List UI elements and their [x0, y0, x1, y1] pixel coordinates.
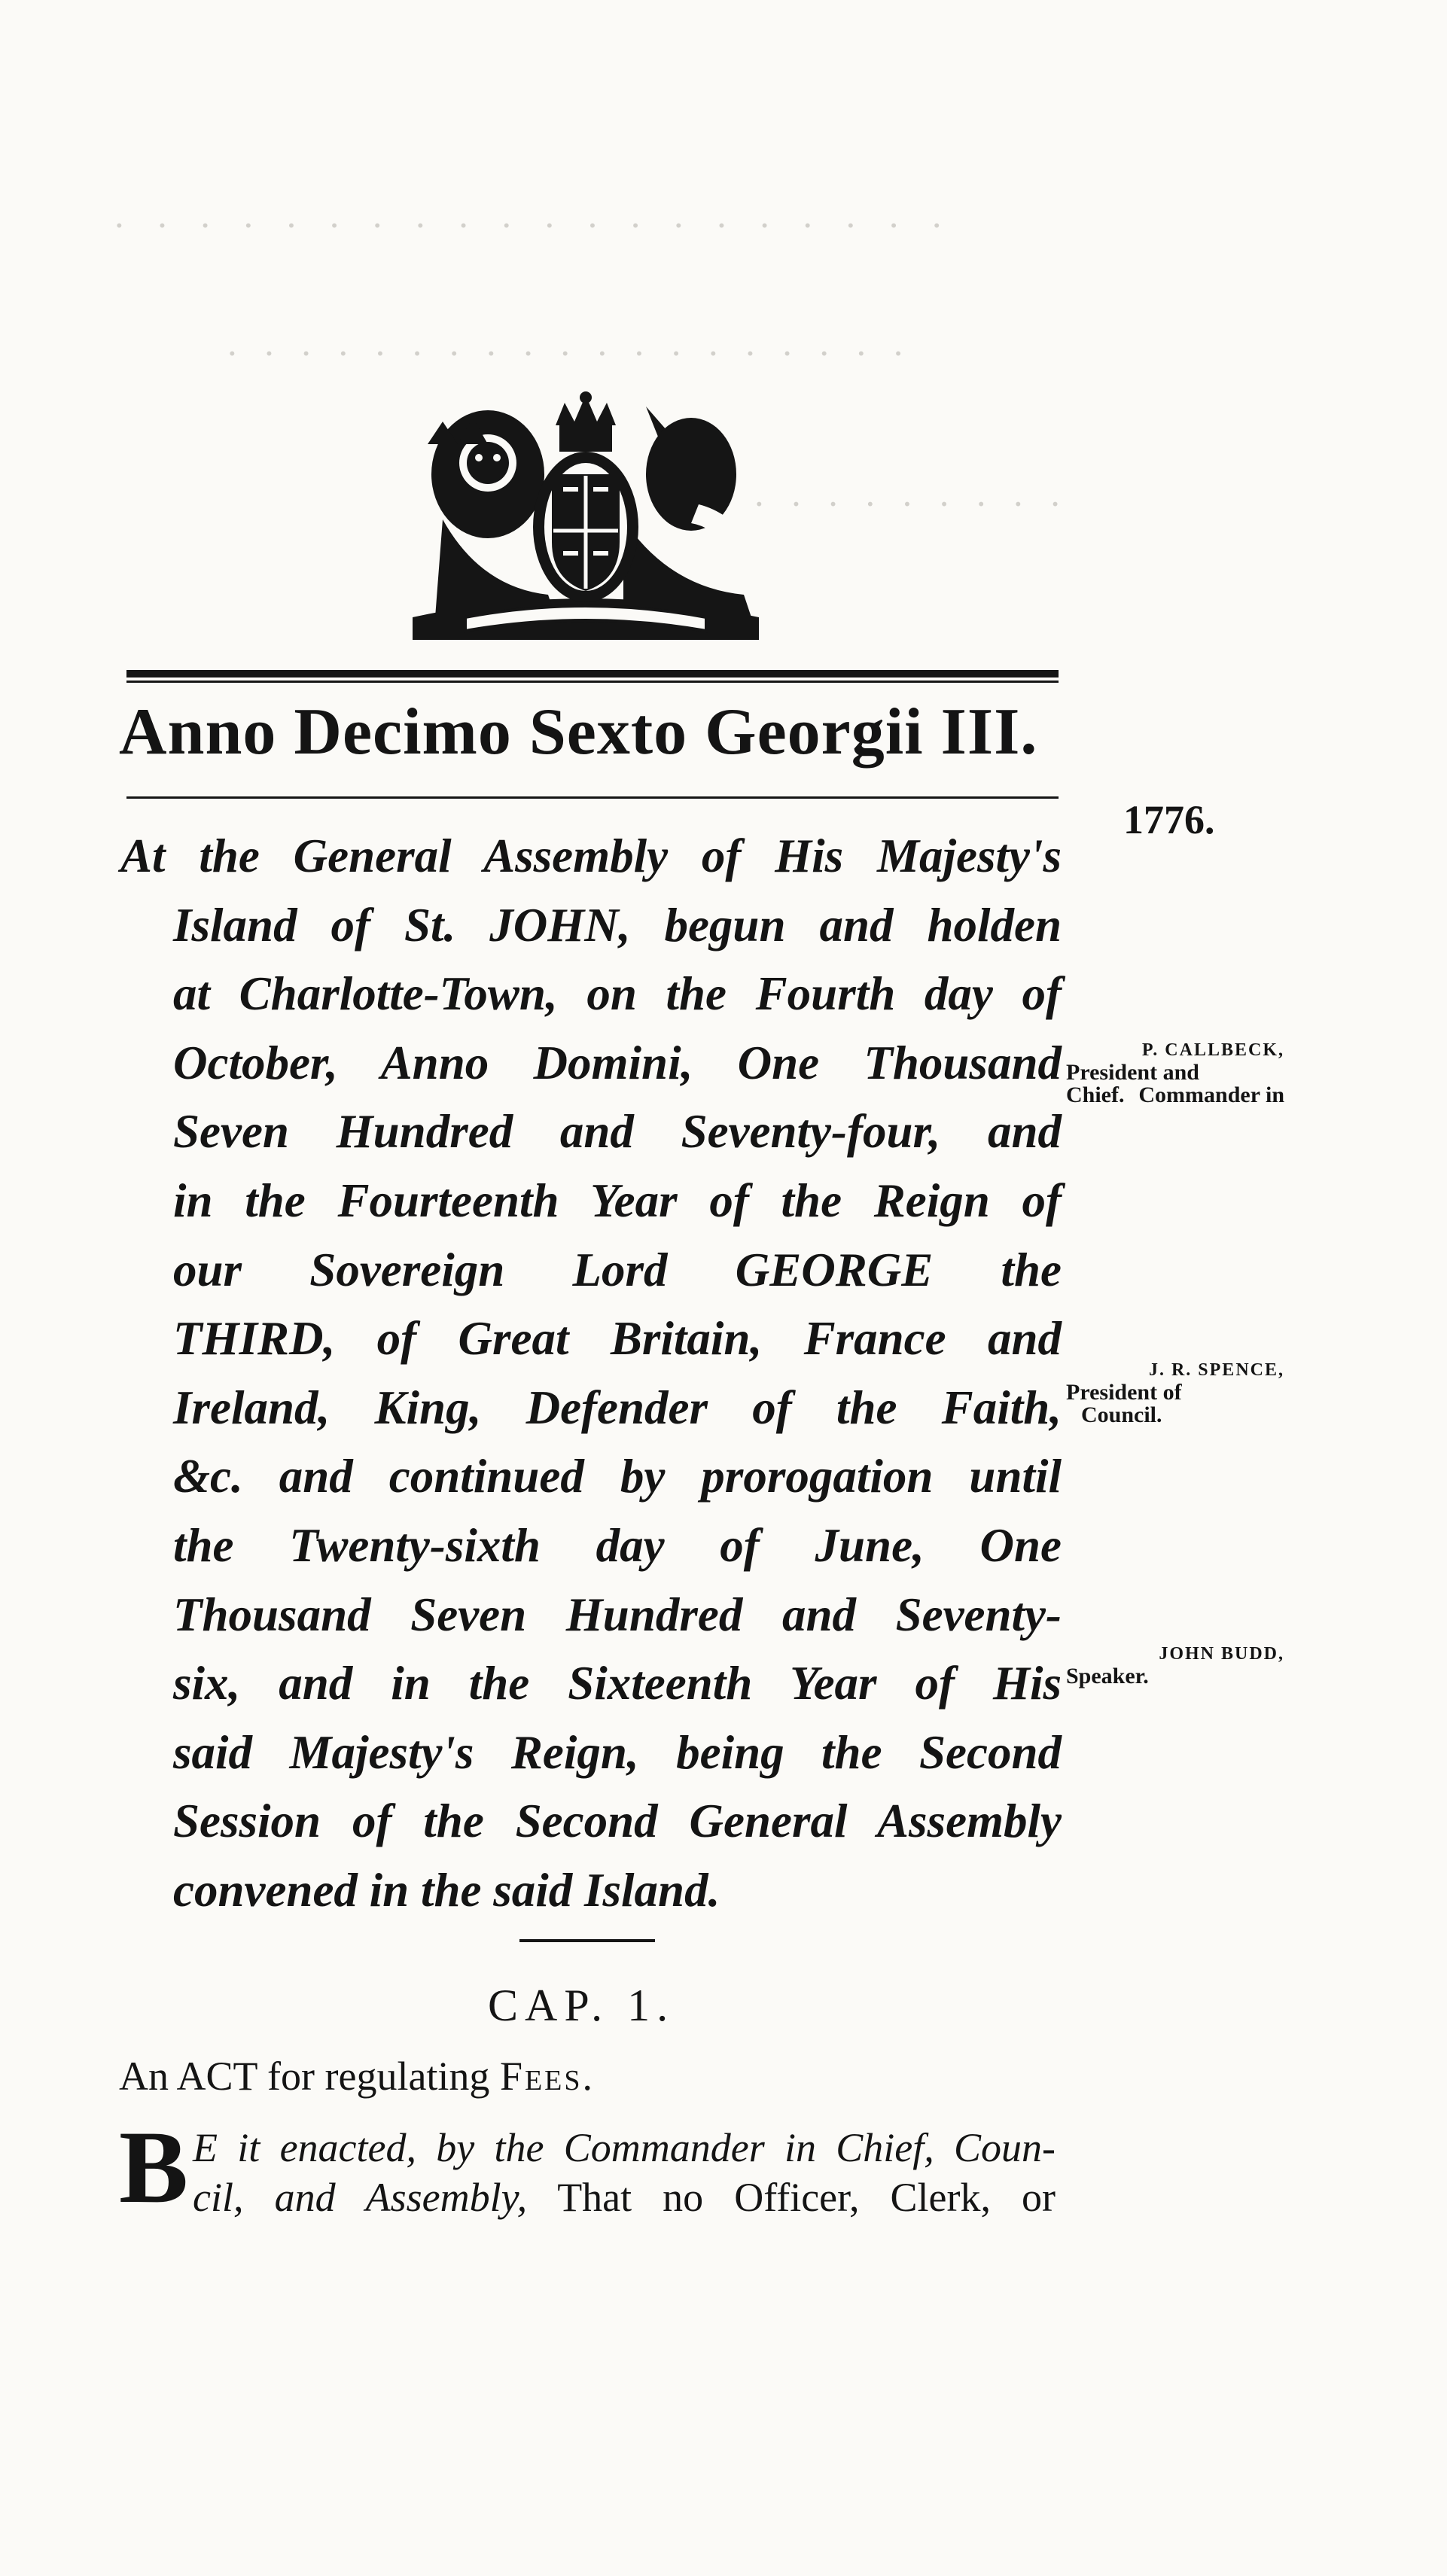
- preamble-line: Island of St. JOHN, begun and holden: [173, 898, 1062, 952]
- preamble-line: Session of the Second General Assembly: [173, 1795, 1062, 1848]
- preamble-line: &c. and continued by prorogation until: [173, 1450, 1062, 1503]
- page-title: Anno Decimo Sexto Georgii III.: [119, 696, 1038, 769]
- title-bottom-rule: [126, 796, 1059, 799]
- preamble-line: six, and in the Sixteenth Year of His: [173, 1657, 1062, 1710]
- year-label: 1776.: [1123, 797, 1215, 842]
- title-top-hairline: [126, 681, 1059, 683]
- marginal-note-budd: [1066, 1643, 1284, 1688]
- bleed-through-text: · · · · · · · · · · · · · · · · · · ·: [226, 332, 912, 374]
- preamble-line: THIRD, of Great Britain, France and: [173, 1312, 1062, 1366]
- note-name: J. R. SPENCE,: [1148, 1360, 1284, 1380]
- act-title-fees: Fees.: [499, 2054, 596, 2099]
- title-top-rule: [126, 670, 1059, 677]
- chapter-heading: CAP. 1.: [488, 1981, 675, 2030]
- preamble-line: in the Fourteenth Year of the Reign of: [173, 1174, 1062, 1227]
- section-rule: [519, 1939, 655, 1942]
- preamble-line: said Majesty's Reign, being the Second: [173, 1725, 1062, 1779]
- preamble-line: October, Anno Domini, One Thousand: [173, 1036, 1062, 1089]
- note-name: P. CALLBECK,: [1141, 1040, 1284, 1060]
- note-role: President and: [1066, 1060, 1199, 1085]
- preamble-line: Thousand Seven Hundred and Seventy-: [173, 1588, 1062, 1641]
- marginal-note-callbeck: [1066, 1039, 1284, 1107]
- body-line-1: E it enacted, by the Commander in Chief, Coun-: [193, 2125, 1056, 2170]
- note-role: President of: [1066, 1380, 1182, 1405]
- preamble-line: the Twenty-sixth day of June, One: [173, 1518, 1062, 1572]
- act-title-prefix: An ACT for regulating: [119, 2054, 490, 2099]
- act-body: [119, 2109, 1056, 2224]
- royal-coat-of-arms-icon: [398, 391, 774, 640]
- note-role: Commander in: [1138, 1082, 1284, 1107]
- body-line-2-roman: That no Officer, Clerk, or: [557, 2175, 1056, 2220]
- note-name: JOHN BUDD,: [1159, 1644, 1284, 1664]
- preamble-line: our Sovereign Lord GEORGE the: [173, 1243, 1062, 1296]
- preamble-paragraph: [120, 822, 1062, 1926]
- note-role: Chief.: [1066, 1082, 1125, 1107]
- drop-cap: B: [119, 2109, 189, 2224]
- bleed-through-text: · · · · · · · · ·: [753, 483, 1069, 525]
- note-role: Speaker.: [1066, 1664, 1149, 1688]
- preamble-line: at Charlotte-Town, on the Fourth day of: [173, 967, 1062, 1021]
- bleed-through-text: · · · · · · · · · · · · · · · · · · · ·: [113, 204, 954, 246]
- preamble-line: At the General Assembly of His Majesty's: [120, 830, 1062, 882]
- body-line-2: [119, 2173, 1056, 2222]
- marginal-note-spence: [1066, 1359, 1284, 1427]
- preamble-line: Seven Hundred and Seventy-four, and: [173, 1105, 1062, 1159]
- body-line-2-italic: cil, and Assembly,: [193, 2175, 528, 2220]
- preamble-line: Ireland, King, Defender of the Faith,: [173, 1381, 1062, 1434]
- preamble-line: convened in the said Island.: [173, 1863, 720, 1917]
- note-role: Council.: [1081, 1402, 1162, 1427]
- act-title: [119, 2053, 595, 2099]
